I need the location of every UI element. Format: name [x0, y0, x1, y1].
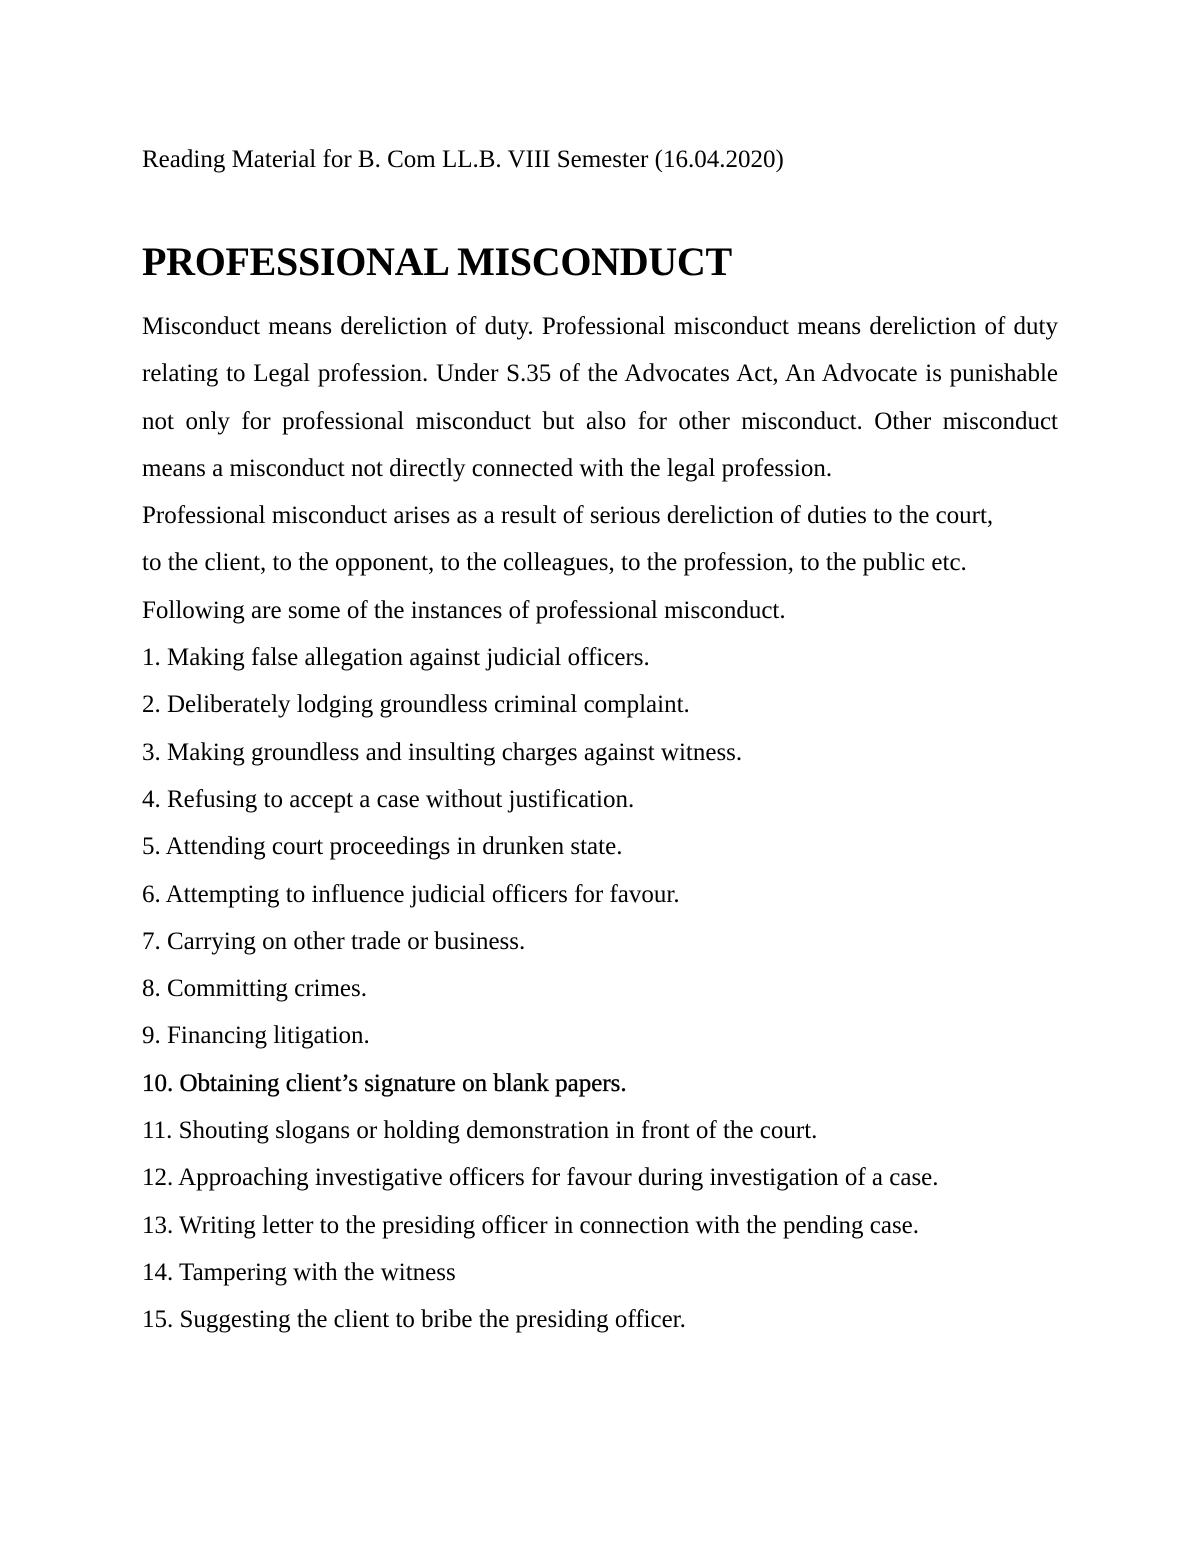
document-body — [142, 303, 1058, 1344]
list-item: 10. Obtaining client’s signature on blank papers. — [142, 1069, 627, 1097]
document-title: PROFESSIONAL MISCONDUCT — [142, 239, 732, 284]
list-item: 9. Financing litigation. — [142, 1022, 370, 1050]
list-item: 14. Tampering with the witness — [142, 1258, 456, 1286]
reading-material-subtitle: Reading Material for B. Com LL.B. VIII Semester (16.04.2020) — [142, 146, 784, 173]
list-item: 6. Attempting to influence judicial officers for favour. — [142, 880, 680, 908]
misconduct-list — [142, 634, 1058, 1343]
list-item: 5. Attending court proceedings in drunken state. — [142, 833, 623, 861]
list-item: 1. Making false allegation against judicial officers. — [142, 644, 650, 672]
list-item: 13. Writing letter to the presiding officer in connection with the pending case. — [142, 1211, 920, 1239]
list-item: 3. Making groundless and insulting charges against witness. — [142, 738, 743, 766]
list-item: 7. Carrying on other trade or business. — [142, 927, 526, 955]
list-item: 4. Refusing to accept a case without justification. — [142, 785, 635, 813]
list-item: 8. Committing crimes. — [142, 975, 367, 1003]
instances-intro: Following are some of the instances of professional misconduct. — [142, 596, 786, 624]
duties-paragraph-line-1: Professional misconduct arises as a result of serious dereliction of duties to the court, — [142, 502, 994, 530]
duties-paragraph-line-2: to the client, to the opponent, to the colleagues, to the profession, to the public etc. — [142, 549, 967, 577]
intro-paragraph: Misconduct means dereliction of duty. Professional misconduct means dereliction of duty relating to Legal profession. Under S.35 of the Advocates Act, An Advocate is punishable not only for professional misconduct but also for other misconduct. Other misconduct means a misconduct not directly connected with the legal profession. — [142, 313, 1058, 482]
list-item: 15. Suggesting the client to bribe the presiding officer. — [142, 1306, 686, 1334]
list-item: 12. Approaching investigative officers for favour during investigation of a case. — [142, 1164, 939, 1192]
list-item: 2. Deliberately lodging groundless criminal complaint. — [142, 691, 690, 719]
list-item: 11. Shouting slogans or holding demonstration in front of the court. — [142, 1117, 818, 1145]
